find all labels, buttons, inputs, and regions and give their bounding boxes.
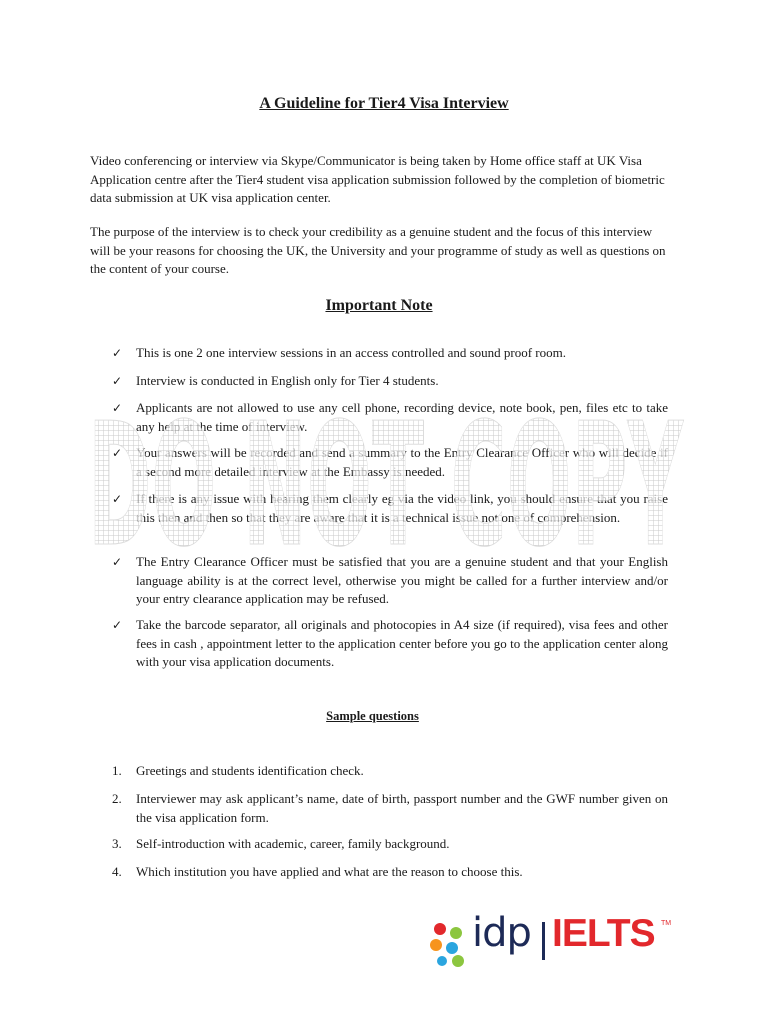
checkmark-icon: ✓	[112, 555, 123, 569]
question-number: 3.	[112, 836, 122, 851]
question-number: 4.	[112, 864, 122, 879]
question-number: 2.	[112, 791, 122, 806]
note-item	[112, 490, 668, 527]
question-text: Greetings and students identification check.	[136, 763, 364, 778]
note-item-text: The Entry Clearance Officer must be satisfied that you are a genuine student and that your English language ability is at the correct level, otherwise you might be called for a further interview and/or your entry clearance application may be refused.	[136, 554, 668, 606]
intro-paragraph-1: Video conferencing or interview via Skype/Communicator is being taken by Home office staff at UK Visa Application centre after the Tier4 student visa application submission followed by the completion of biometric data submission at UK visa application center.	[90, 153, 665, 205]
checkmark-icon: ✓	[112, 446, 123, 460]
checkmark-icon: ✓	[112, 618, 123, 632]
note-item-text: Interview is conducted in English only for Tier 4 students.	[136, 373, 439, 388]
note-item	[112, 444, 668, 481]
checkmark-icon: ✓	[112, 401, 123, 415]
idp-wordmark: idp	[472, 910, 531, 956]
question-text: Self-introduction with academic, career, family background.	[136, 836, 450, 851]
idp-dots-icon	[428, 918, 468, 968]
note-item	[112, 344, 668, 363]
note-item-text: If there is any issue with hearing them clearly eg via the video link, you should ensure that you raise this then and then so that they are aware that it is a technical issue not one of comprehension.	[136, 491, 668, 525]
question-item	[112, 835, 668, 854]
logo-divider	[542, 922, 545, 960]
note-item	[112, 616, 668, 672]
ielts-wordmark: IELTS	[552, 912, 655, 955]
note-item	[112, 399, 668, 436]
idp-ielts-logo	[428, 910, 678, 966]
note-item	[112, 553, 668, 609]
trademark-mark: TM	[661, 920, 672, 927]
note-item-text: Take the barcode separator, all originals and photocopies in A4 size (if required), visa fees and other fees in cash , appointment letter to the application center before you go to the application center along with your visa application documents.	[136, 617, 668, 669]
watermark-text: DO NOT COPY	[88, 410, 684, 560]
checkmark-icon: ✓	[112, 346, 123, 360]
sample-questions-heading: Sample questions	[326, 709, 419, 723]
question-item	[112, 762, 668, 781]
question-text: Interviewer may ask applicant’s name, date of birth, passport number and the GWF number given on the visa application form.	[136, 791, 668, 825]
note-item-text: Your answers will be recorded and send a summary to the Entry Clearance Officer who will decide if a second more detailed interview at the Embassy is needed.	[136, 445, 668, 479]
note-item-text: Applicants are not allowed to use any cell phone, recording device, note book, pen, files etc to take any help at the time of interview.	[136, 400, 668, 434]
question-text: Which institution you have applied and what are the reason to choose this.	[136, 864, 523, 879]
note-item-text: This is one 2 one interview sessions in an access controlled and sound proof room.	[136, 345, 566, 360]
document-title: A Guideline for Tier4 Visa Interview	[259, 95, 509, 112]
note-item	[112, 372, 668, 391]
question-number: 1.	[112, 763, 122, 778]
question-item	[112, 863, 668, 882]
intro-paragraph-2: The purpose of the interview is to check your credibility as a genuine student and the focus of this interview will be your reasons for choosing the UK, the University and your programme of study as well as questions on the content of your course.	[90, 224, 666, 276]
checkmark-icon: ✓	[112, 492, 123, 506]
checkmark-icon: ✓	[112, 374, 123, 388]
question-item	[112, 790, 668, 827]
important-note-heading: Important Note	[325, 297, 433, 314]
